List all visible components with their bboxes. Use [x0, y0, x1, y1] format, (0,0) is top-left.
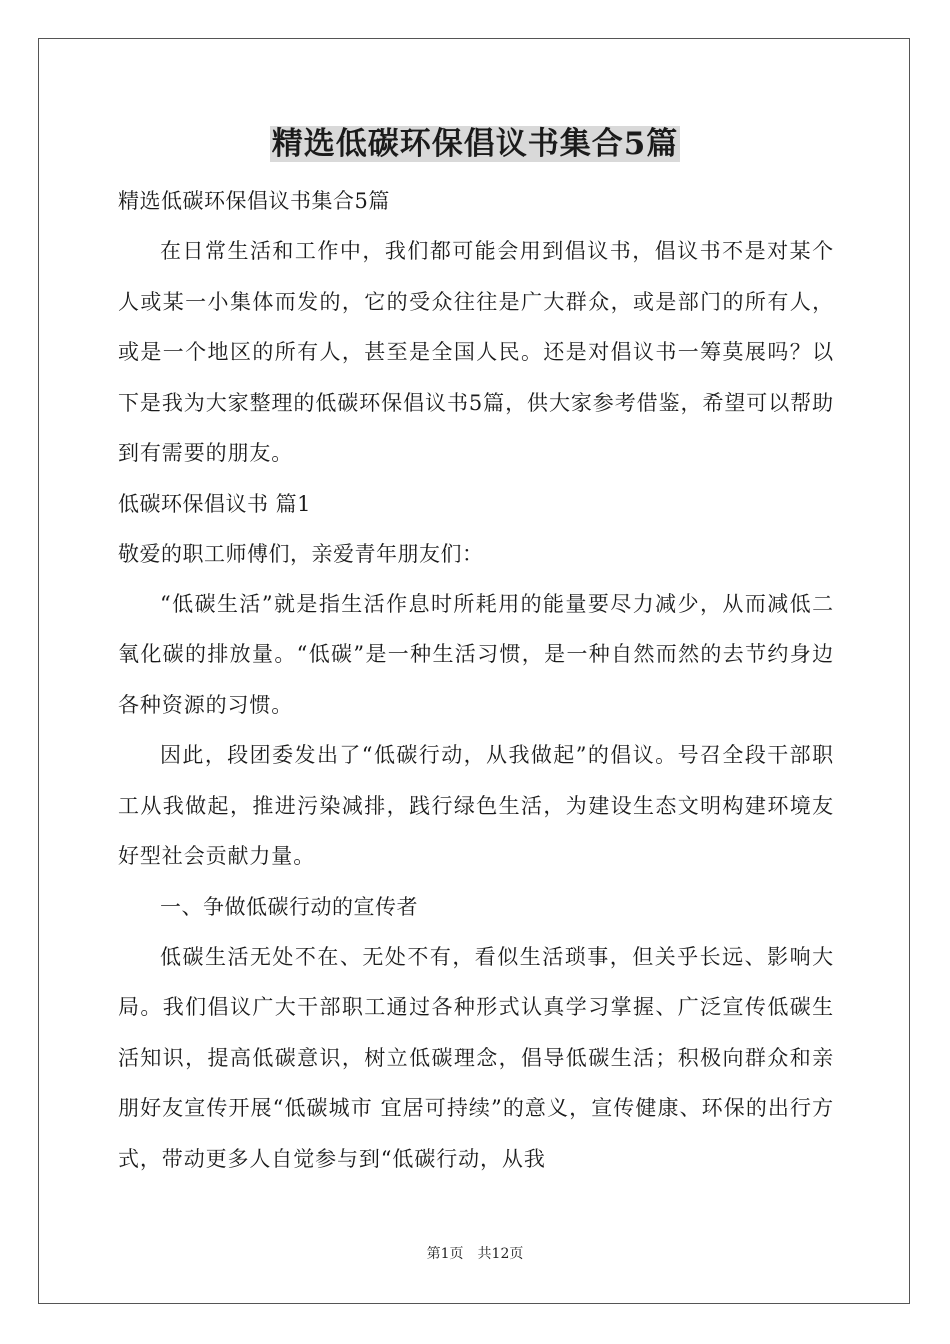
- section-heading: 低碳环保倡议书 篇1: [118, 491, 312, 516]
- document-body: [118, 176, 834, 1184]
- page-footer: 第1页 共12页: [426, 1246, 524, 1262]
- salutation: 敬爱的职工师傅们，亲爱青年朋友们：: [118, 541, 484, 566]
- intro-paragraph: 在日常生活和工作中，我们都可能会用到倡议书，倡议书不是对某个人或某一小集体而发的，它的受众往往是广大群众，或是部门的所有人，或是一个地区的所有人，甚至是全国人民。还是对倡议书一筹莫展吗？以下是我为大家整理的低碳环保倡议书5篇，供大家参考借鉴，希望可以帮助到有需要的朋友。: [118, 239, 834, 465]
- point-1-body: 低碳生活无处不在、无处不有，看似生活琐事，但关乎长远、影响大局。我们倡议广大干部职工通过各种形式认真学习掌握、广泛宣传低碳生活知识，提高低碳意识，树立低碳理念，倡导低碳生活；积极向群众和亲朋好友宣传开展“低碳城市 宜居可持续”的意义，宣传健康、环保的出行方式，带动更多人自觉参与到“低碳行动，从我: [118, 944, 834, 1171]
- document-title-text: 精选低碳环保倡议书集合5篇: [271, 126, 679, 162]
- document-title: [0, 122, 950, 166]
- point-1-heading: 一、争做低碳行动的宣传者: [160, 894, 418, 919]
- body-paragraph-2: 因此，段团委发出了“低碳行动，从我做起”的倡议。号召全段干部职工从我做起，推进污染减排，践行绿色生活，为建设生态文明构建环境友好型社会贡献力量。: [118, 743, 834, 868]
- body-paragraph-1: “低碳生活”就是指生活作息时所耗用的能量要尽力减少，从而减低二氧化碳的排放量。“低碳”是一种生活习惯，是一种自然而然的去节约身边各种资源的习惯。: [118, 591, 834, 717]
- document-subtitle: 精选低碳环保倡议书集合5篇: [118, 189, 390, 213]
